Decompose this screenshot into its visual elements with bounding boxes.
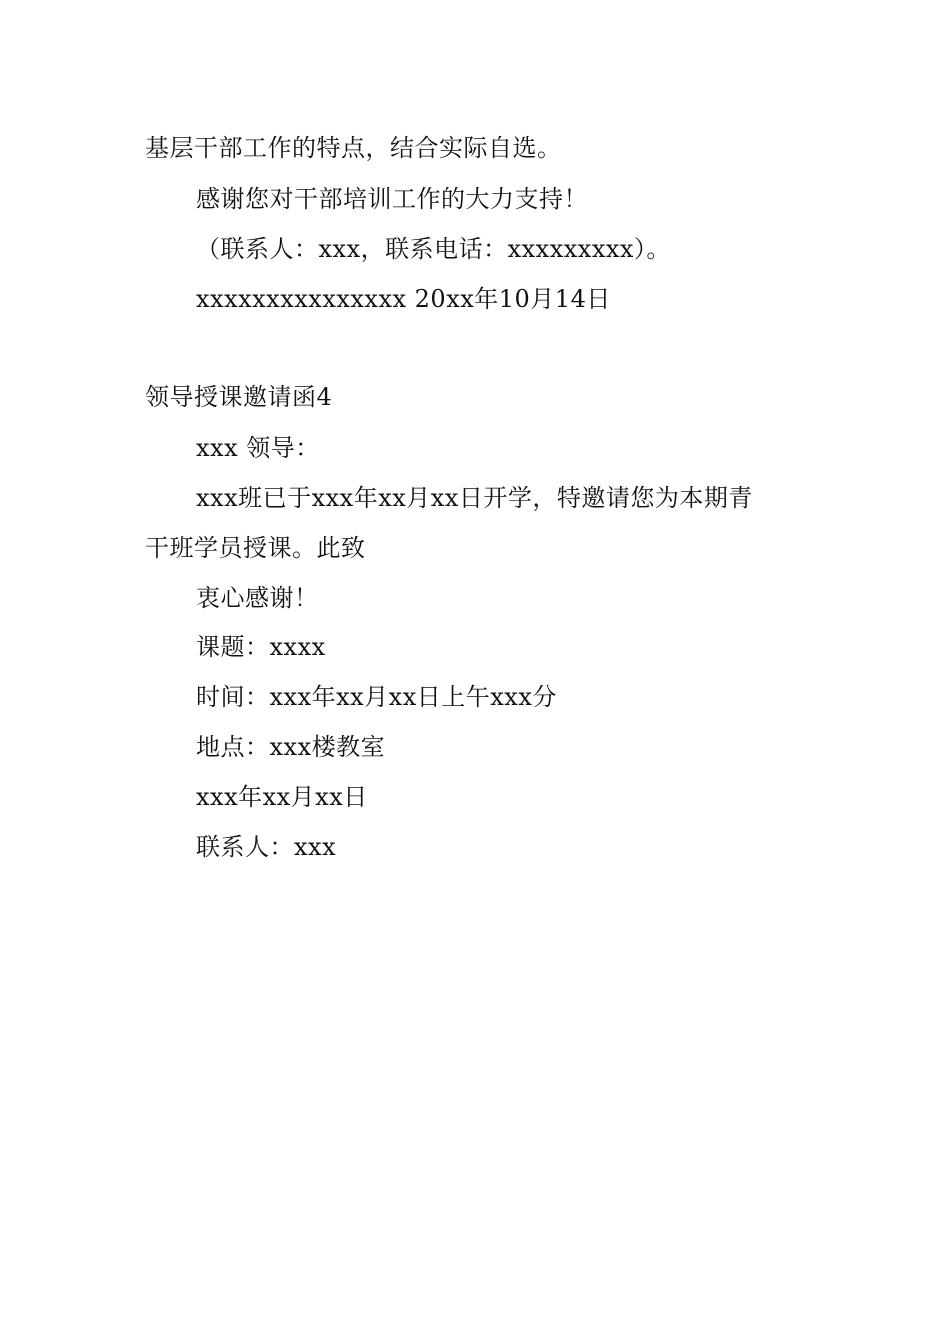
contact-line: （联系人：xxx，联系电话：xxxxxxxxx）。 — [196, 235, 671, 263]
thanks-line: 感谢您对干部培训工作的大力支持！ — [196, 185, 588, 213]
date-line: xxx年xx月xx日 — [196, 783, 368, 811]
paragraph-continuation: 基层干部工作的特点，结合实际自选。 — [145, 134, 562, 162]
body-paragraph-line1: xxx班已于xxx年xx月xx日开学，特邀请您为本期青 — [196, 484, 753, 512]
salutation: xxx 领导： — [196, 434, 320, 462]
signature-date-line: xxxxxxxxxxxxxxx 20xx年10月14日 — [196, 285, 611, 313]
location-line: 地点：xxx楼教室 — [196, 733, 386, 761]
time-line: 时间：xxx年xx月xx日上午xxx分 — [196, 683, 557, 711]
body-paragraph-line2: 干班学员授课。此致 — [145, 534, 366, 562]
section-title: 领导授课邀请函4 — [145, 383, 333, 411]
topic-line: 课题：xxxx — [196, 633, 326, 661]
contact-person-line: 联系人：xxx — [196, 833, 337, 861]
closing-line: 衷心感谢！ — [196, 584, 319, 612]
